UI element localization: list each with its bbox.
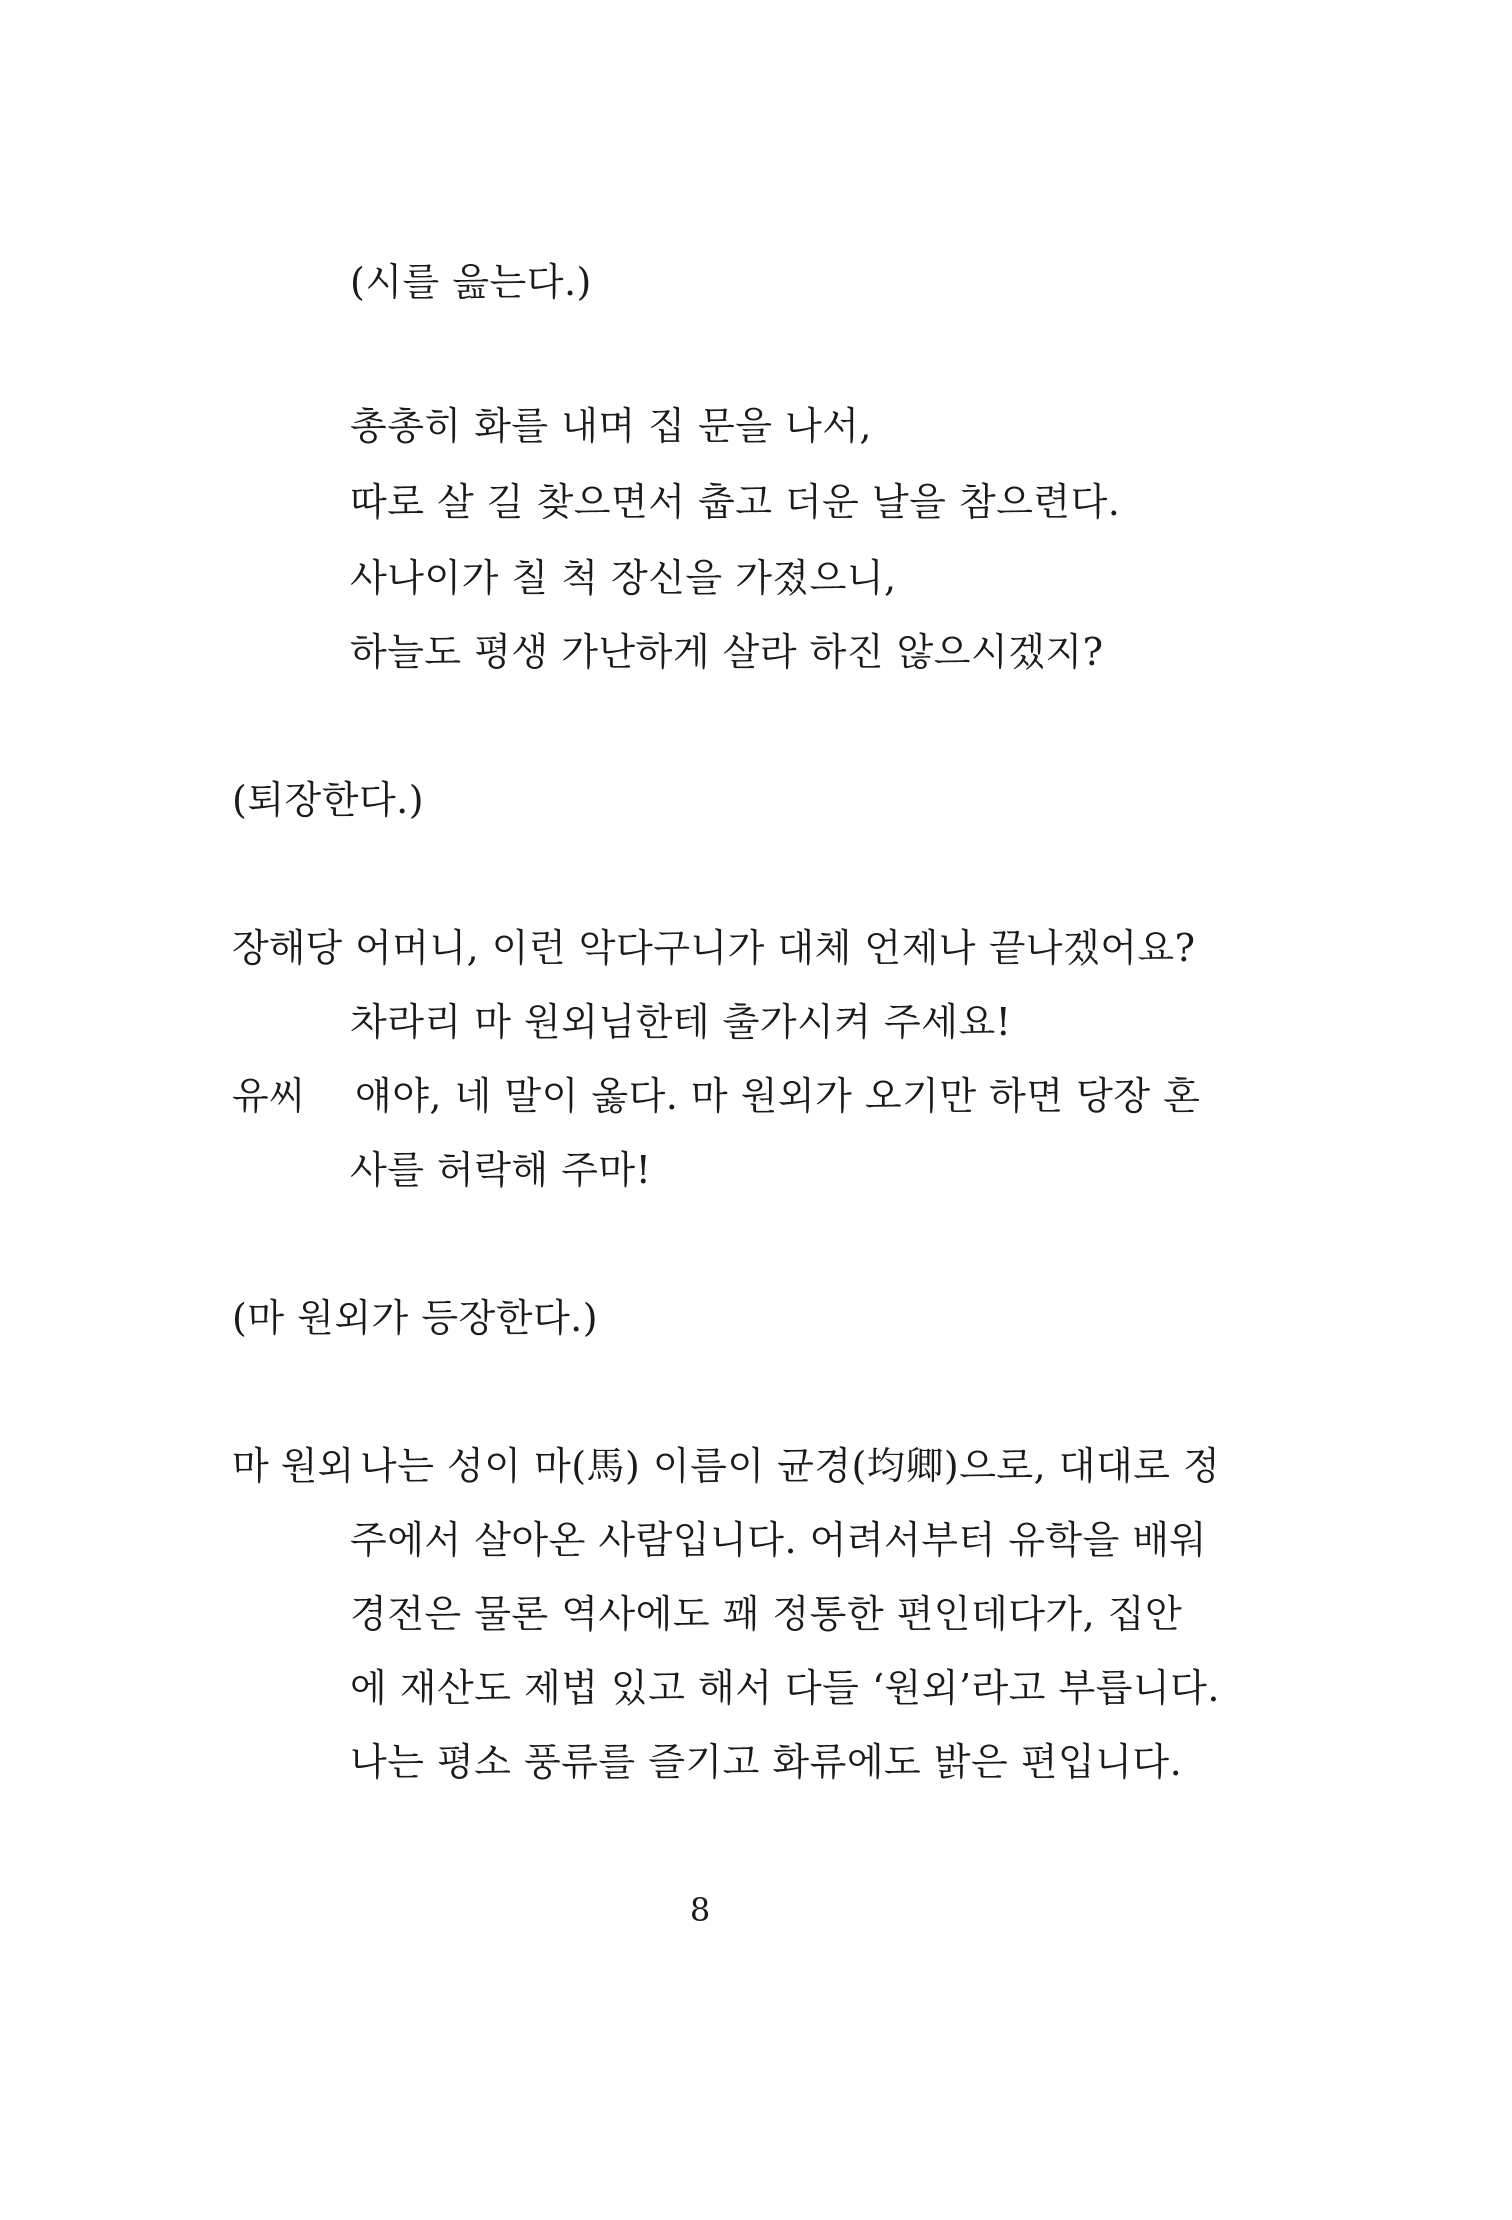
dialogue-line: 나는 성이 마(馬) 이름이 균경(均卿)으로, 대대로 정 xyxy=(360,1444,1221,1488)
dialogue-line: 얘야, 네 말이 옳다. 마 원외가 오기만 하면 당장 혼 xyxy=(355,1074,1201,1118)
dialogue-line: 차라리 마 원외님한테 출가시켜 주세요! xyxy=(350,1000,1012,1044)
dialogue-line: 에 재산도 제법 있고 해서 다들 ‘원외’라고 부릅니다. xyxy=(350,1666,1220,1710)
poem-line-1: 총총히 화를 내며 집 문을 나서, xyxy=(350,404,872,448)
poem-line-2: 따로 살 길 찾으면서 춥고 더운 날을 참으련다. xyxy=(350,480,1121,524)
speaker-ma-wonoe: 마 원외 xyxy=(232,1444,355,1488)
poem-line-4: 하늘도 평생 가난하게 살라 하진 않으시겠지? xyxy=(350,630,1104,674)
dialogue-line: 주에서 살아온 사람입니다. 어려서부터 유학을 배워 xyxy=(350,1518,1207,1562)
speaker-yu-ssi: 유씨 xyxy=(232,1074,306,1118)
dialogue-line: 사를 허락해 주마! xyxy=(350,1148,652,1192)
speaker-jang-haedang: 장해당 xyxy=(232,926,343,970)
poem-line-3: 사나이가 칠 척 장신을 가졌으니, xyxy=(350,556,897,600)
stage-direction-exit: (퇴장한다.) xyxy=(232,778,425,822)
stage-direction-poem-intro: (시를 읊는다.) xyxy=(350,260,592,304)
stage-direction-enter: (마 원외가 등장한다.) xyxy=(232,1296,599,1340)
dialogue-line: 나는 평소 풍류를 즐기고 화류에도 밝은 편입니다. xyxy=(350,1740,1183,1784)
page-number: 8 xyxy=(689,1891,711,1929)
dialogue-line: 경전은 물론 역사에도 꽤 정통한 편인데다가, 집안 xyxy=(350,1592,1183,1636)
dialogue-line: 어머니, 이런 악다구니가 대체 언제나 끝나겠어요? xyxy=(355,926,1196,970)
